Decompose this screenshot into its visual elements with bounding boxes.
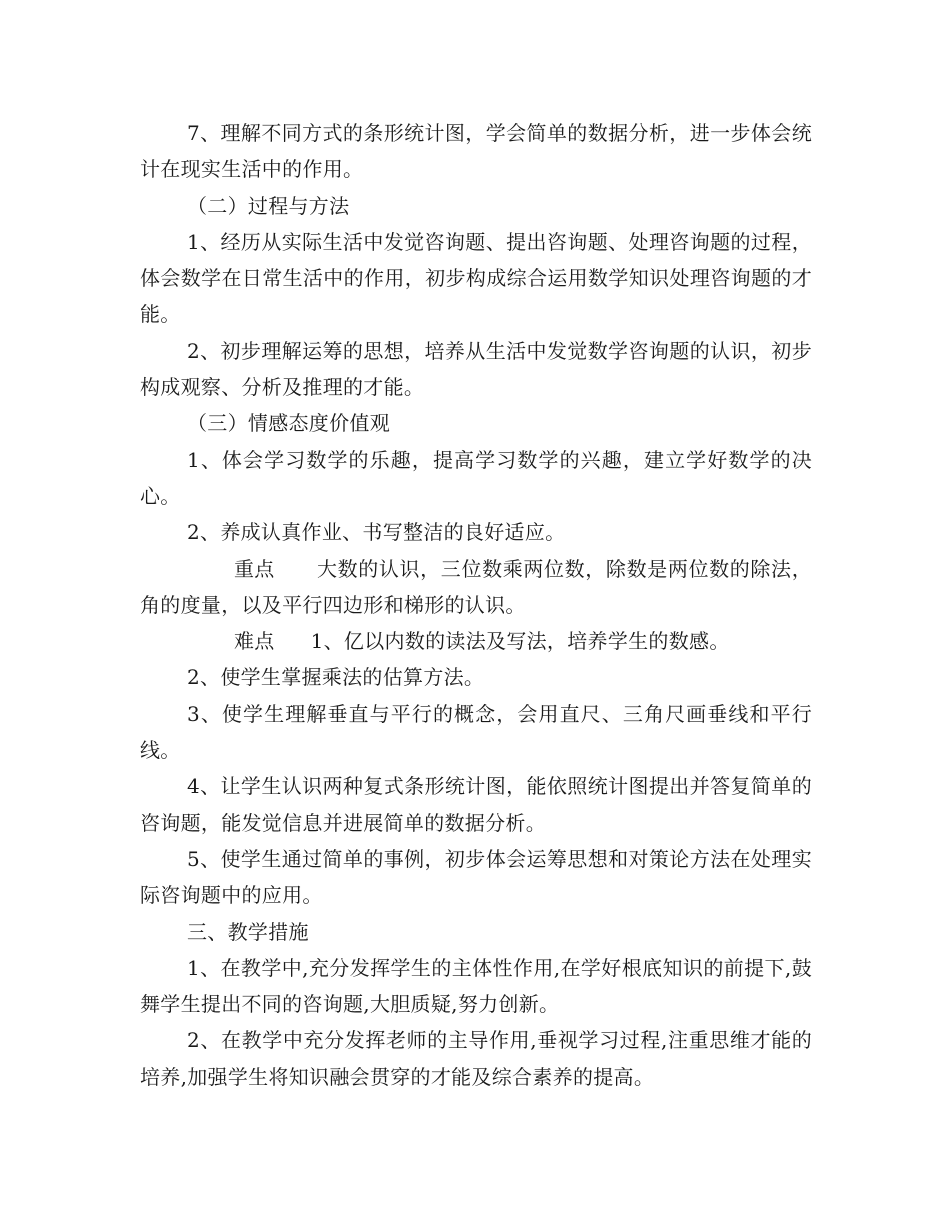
difficulty-item-1: 1、亿以内数的读法及写法，培养学生的数感。	[310, 629, 730, 654]
paragraph-difficulties	[140, 623, 812, 659]
difficulty-item-3: 3、使学生理解垂直与平行的概念，会用直尺、三角尺画垂线和平行线。	[140, 701, 812, 763]
paragraph-process-2: 2、初步理解运筹的思想，培养从生活中发觉数学咨询题的认识，初步构成观察、分析及推理的才能。	[140, 338, 812, 400]
paragraph-emotion-1: 1、体会学习数学的乐趣，提高学习数学的兴趣，建立学好数学的决心。	[140, 447, 812, 508]
key-points-text: 大数的认识，三位数乘两位数，除数是两位数的除法，角的度量，以及平行四边形和梯形的认识。	[140, 556, 812, 617]
document-body	[140, 115, 812, 1095]
paragraph-emotion-2: 2、养成认真作业、书写整洁的良好适应。	[187, 520, 566, 545]
section-heading-teaching-measures: 三、教学措施	[187, 919, 309, 944]
section-heading-emotion-values: （三）情感态度价值观	[187, 411, 390, 436]
difficulty-item-4: 4、让学生认识两种复式条形统计图，能依照统计图提出并答复简单的咨询题，能发觉信息并进展简单的数据分析。	[140, 774, 812, 835]
difficulties-label: 难点	[234, 629, 275, 654]
difficulty-item-5: 5、使学生通过简单的事例，初步体会运筹思想和对策论方法在处理实际咨询题中的应用。	[140, 846, 812, 908]
paragraph-process-1: 1、经历从实际生活中发觉咨询题、提出咨询题、处理咨询题的过程，体会数学在日常生活中的作用，初步构成综合运用数学知识处理咨询题的才能。	[140, 229, 812, 327]
paragraph-objective-7: 7、理解不同方式的条形统计图，学会简单的数据分析，进一步体会统计在现实生活中的作用。	[140, 121, 812, 182]
key-points-label: 重点	[234, 556, 275, 581]
paragraph-key-points	[140, 551, 812, 624]
paragraph-measure-2: 2、在教学中充分发挥老师的主导作用,垂视学习过程,注重思维才能的培养,加强学生将知识融会贯穿的才能及综合素养的提高。	[140, 1028, 812, 1089]
difficulty-item-2: 2、使学生掌握乘法的估算方法。	[187, 665, 485, 690]
section-heading-process-method: （二）过程与方法	[187, 193, 350, 218]
paragraph-measure-1: 1、在教学中,充分发挥学生的主体性作用,在学好根底知识的前提下,鼓舞学生提出不同的咨询题,大胆质疑,努力创新。	[140, 955, 812, 1017]
